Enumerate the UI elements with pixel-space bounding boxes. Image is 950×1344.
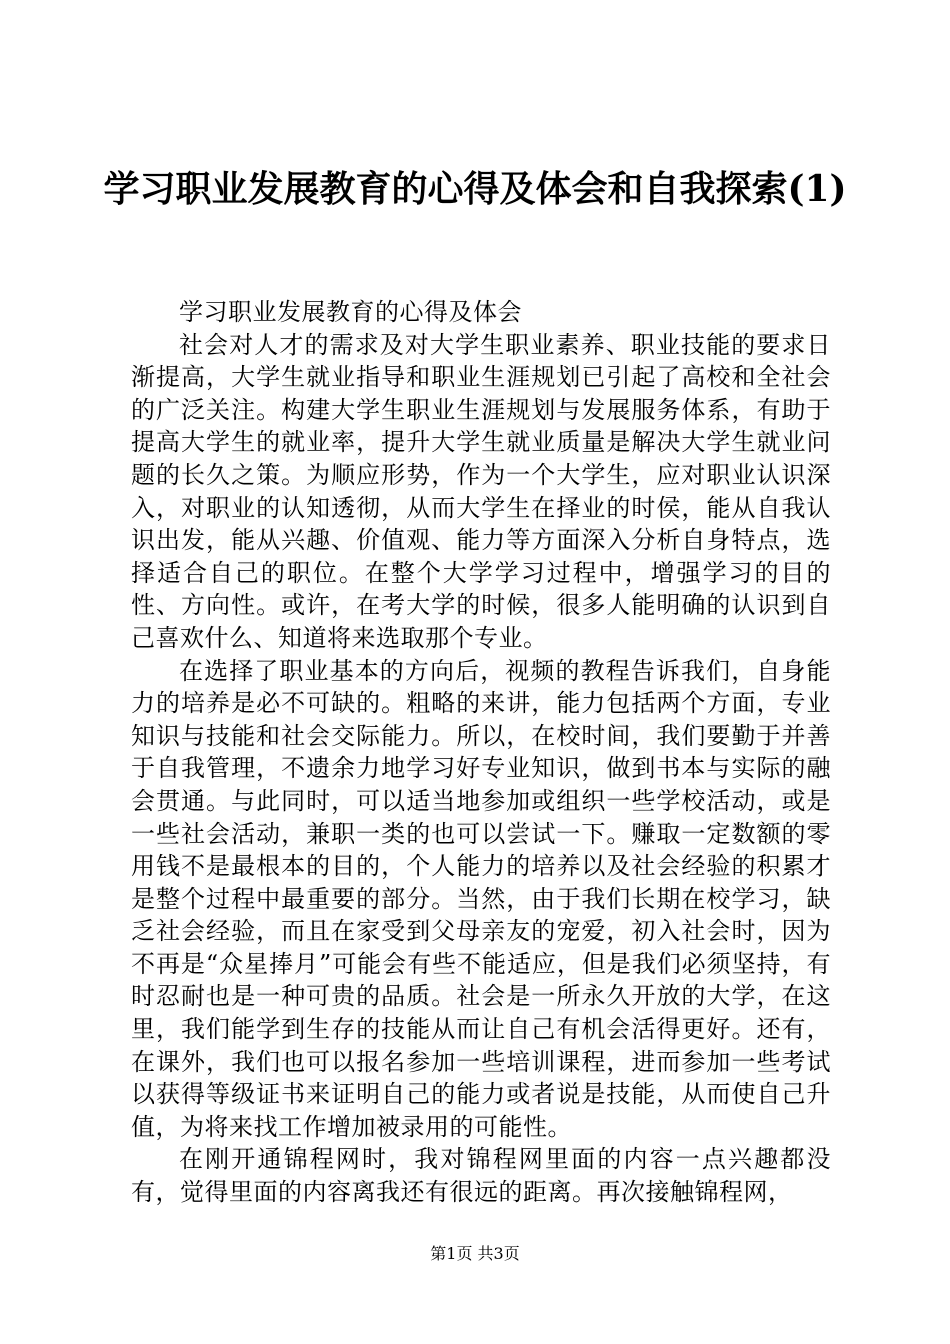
document-body [131,296,831,1209]
paragraph-1: 社会对人才的需求及对大学生职业素养、职业技能的要求日渐提高，大学生就业指导和职业生涯规划已引起了高校和全社会的广泛关注。构建大学生职业生涯规划与发展服务体系，有助于提高大学生的就业率，提升大学生就业质量是解决大学生就业问题的长久之策。为顺应形势，作为一个大学生，应对职业认识深入，对职业的认知透彻，从而大学生在择业的时侯，能从自我认识出发，能从兴趣、价值观、能力等方面深入分析自身特点，选择适合自己的职位。在整个大学学习过程中，增强学习的目的性、方向性。或许，在考大学的时候，很多人能明确的认识到自己喜欢什么、知道将来选取那个专业。 [131,330,831,652]
section-heading: 学习职业发展教育的心得及体会 [179,298,522,326]
page-footer: 第1页 共3页 [430,1244,520,1263]
paragraph-3: 在刚开通锦程网时，我对锦程网里面的内容一点兴趣都没有，觉得里面的内容离我还有很远的距离。再次接触锦程网， [131,1145,831,1207]
paragraph-2: 在选择了职业基本的方向后，视频的教程告诉我们，自身能力的培养是必不可缺的。粗略的来讲，能力包括两个方面，专业知识与技能和社会交际能力。所以，在校时间，我们要勤于并善于自我管理，不遗余力地学习好专业知识，做到书本与实际的融会贯通。与此同时，可以适当地参加或组织一些学校活动，或是一些社会活动，兼职一类的也可以尝试一下。赚取一定数额的零用钱不是最根本的目的，个人能力的培养以及社会经验的积累才是整个过程中最重要的部分。当然，由于我们长期在校学习，缺乏社会经验，而且在家受到父母亲友的宠爱，初入社会时，因为不再是“众星捧月”可能会有些不能适应，但是我们必须坚持，有时忍耐也是一种可贵的品质。社会是一所永久开放的大学，在这里，我们能学到生存的技能从而让自己有机会活得更好。还有，在课外，我们也可以报名参加一些培训课程，进而参加一些考试以获得等级证书来证明自己的能力或者说是技能，从而使自己升值，为将来找工作增加被录用的可能性。 [131,656,831,1141]
document-title: 学习职业发展教育的心得及体会和自我探索(1) [103,168,847,210]
